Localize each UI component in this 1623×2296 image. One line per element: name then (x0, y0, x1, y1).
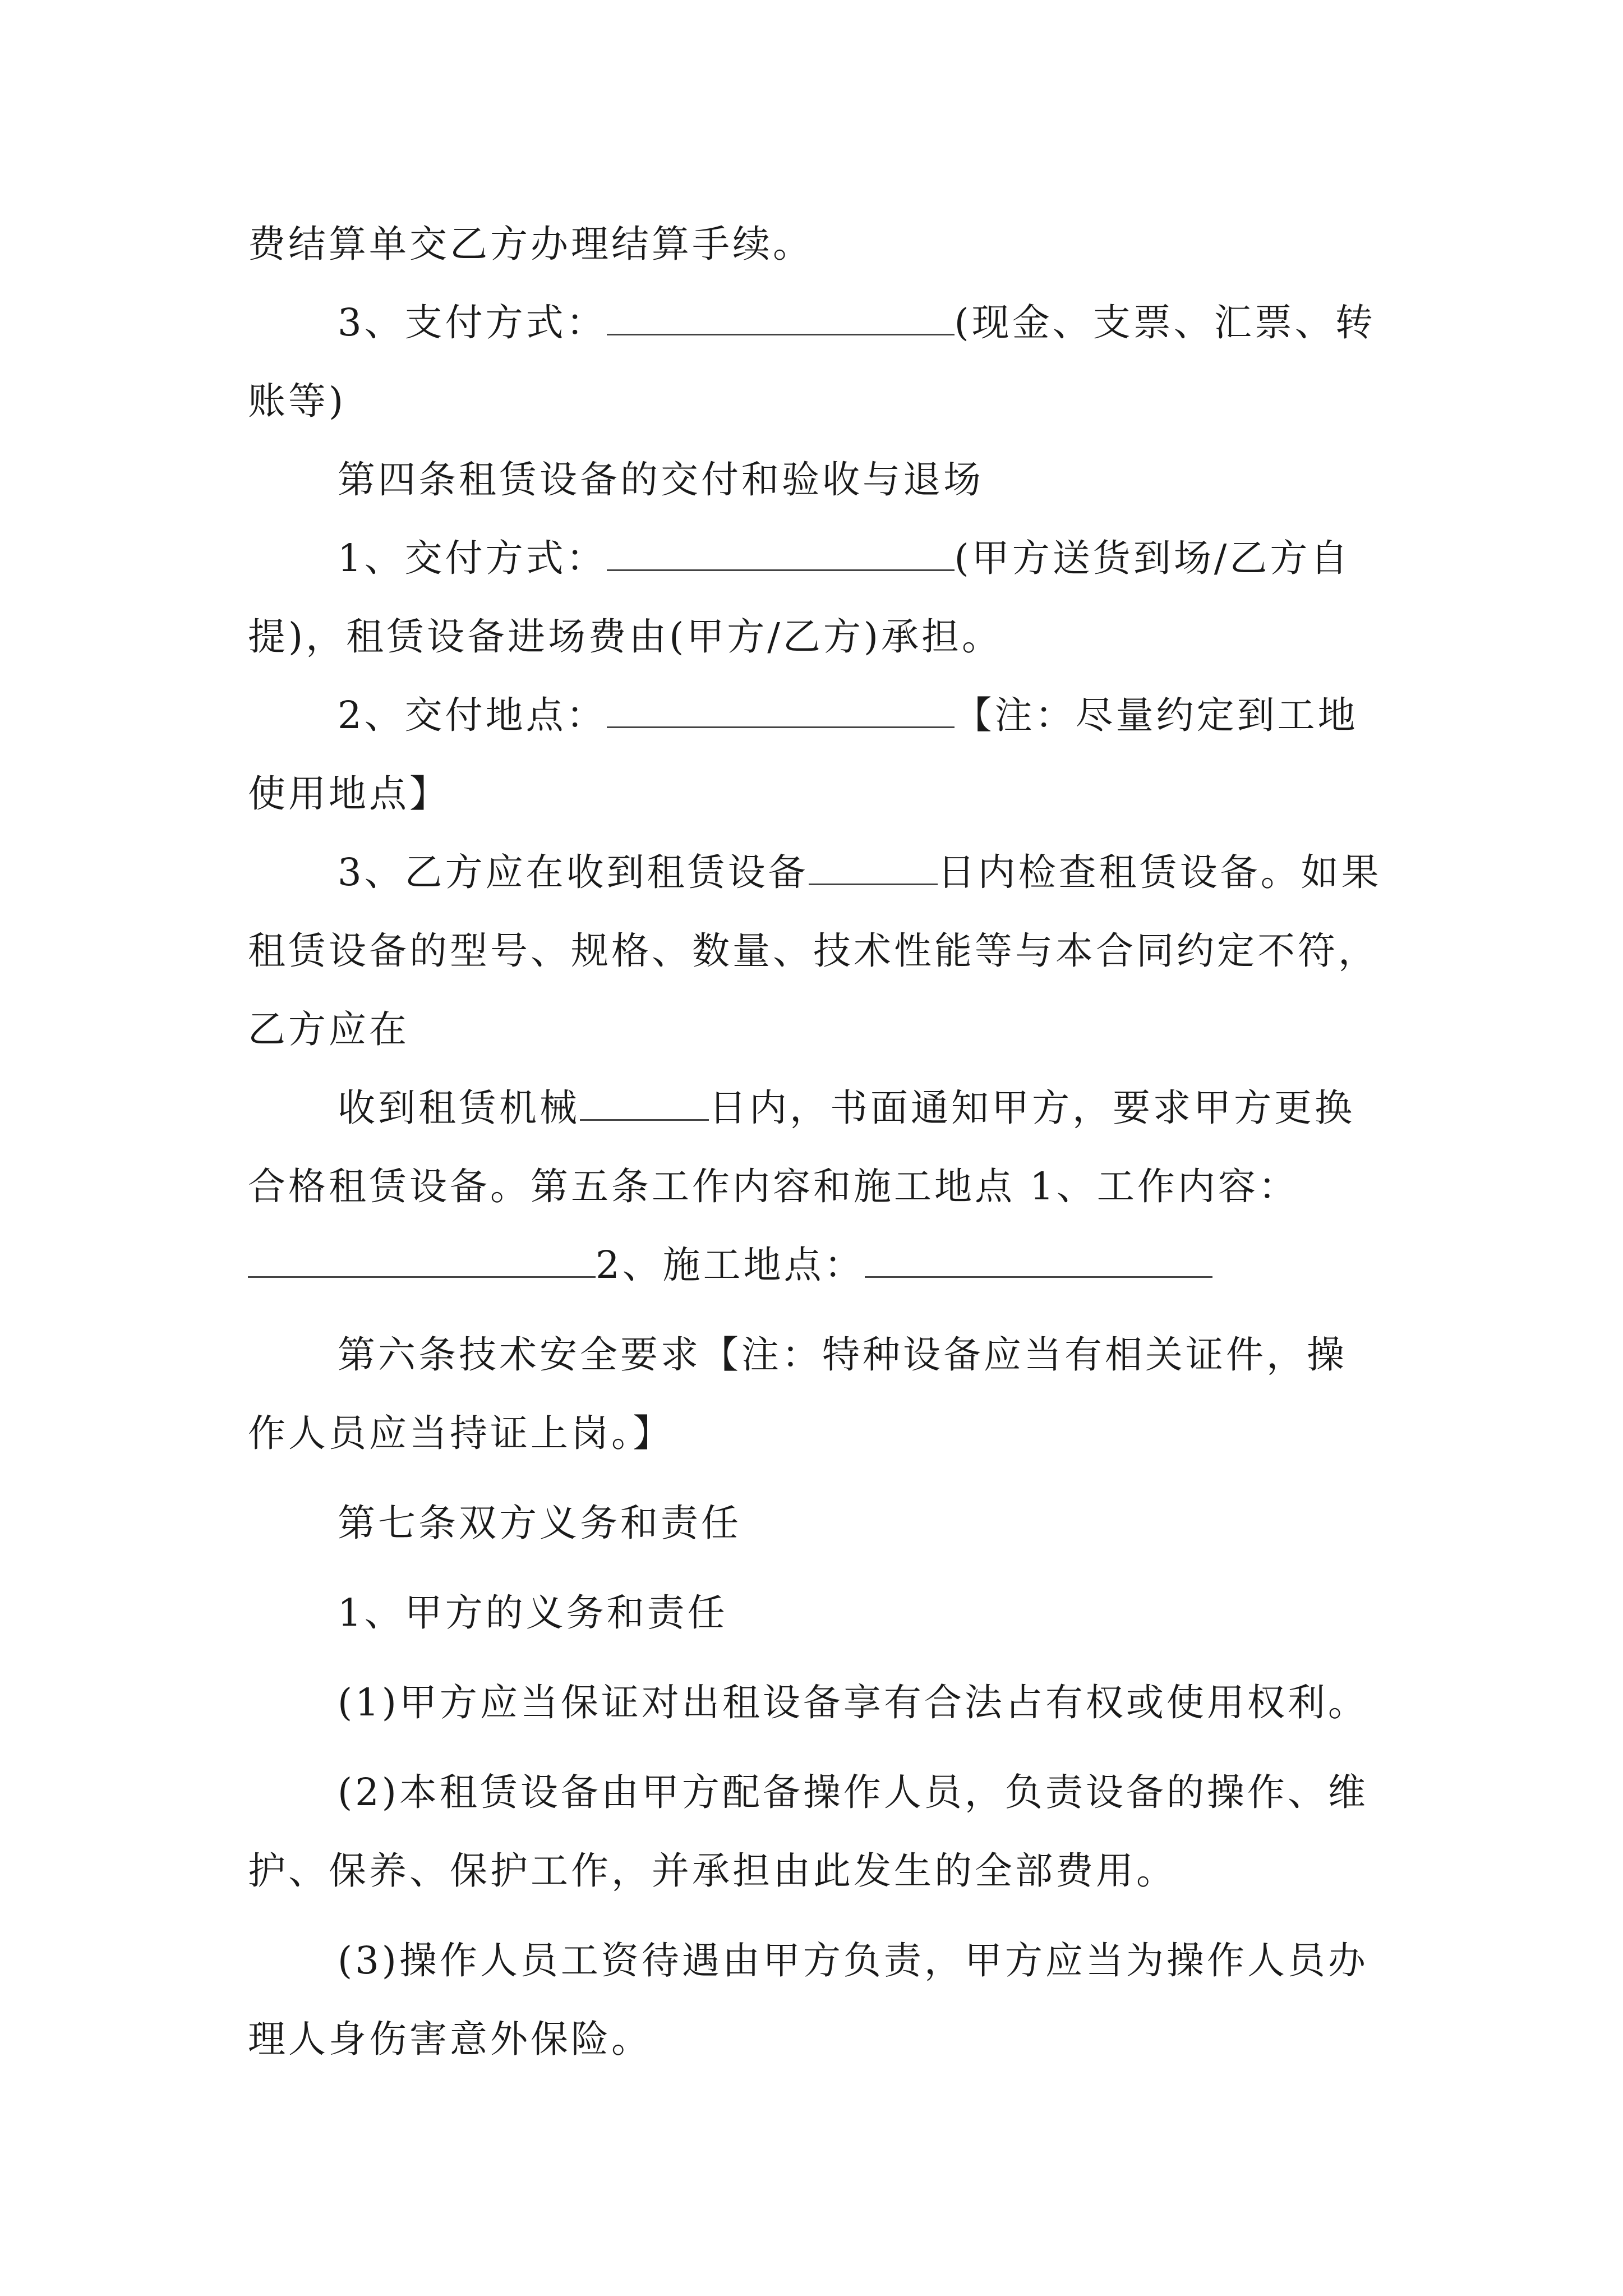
notify-text-a: 收到租赁机械 (338, 1086, 580, 1130)
article-6-paragraph (248, 1315, 1386, 1473)
delivery-location-blank (607, 692, 955, 728)
work-site-blank (865, 1241, 1212, 1278)
duty-1-paragraph (248, 1663, 1386, 1742)
inspection-text-b: 日内检查租赁设备。如果租赁设备的型号、规格、数量、技术性能等与本合同约定不符，乙方应在 (248, 850, 1382, 1051)
duty-1-text: (1)甲方应当保证对出租设备享有合法占有权或使用权利。 (338, 1681, 1368, 1724)
paragraph-settlement (248, 205, 1386, 283)
article-7-title: 第七条双方义务和责任 (338, 1501, 741, 1545)
article-4-heading (248, 440, 1386, 519)
notify-days-blank (580, 1084, 709, 1121)
party-a-heading (248, 1573, 1386, 1652)
paragraph-delivery-method (248, 519, 1386, 676)
article-4-title: 第四条租赁设备的交付和验收与退场 (338, 458, 984, 501)
notify-text-b: 日内，书面通知甲方，要求甲方更换合格租赁设备。第五条工作内容和施工地点 1、工作内容： (248, 1086, 1355, 1208)
document-body (248, 205, 1386, 2078)
delivery-location-label: 2、交付地点： (338, 693, 607, 737)
payment-method-blank (607, 299, 955, 335)
paragraph-inspection (248, 833, 1386, 1069)
work-content-blank (248, 1241, 596, 1278)
work-site-label: 2、施工地点： (596, 1243, 865, 1287)
paragraph-work-site (248, 1226, 1386, 1304)
payment-method-label: 3、支付方式： (338, 301, 607, 344)
delivery-method-label: 1、交付方式： (338, 536, 607, 580)
duty-3-paragraph (248, 1921, 1386, 2078)
delivery-method-text: (甲方送货到场/乙方自提)，租赁设备进场费由(甲方/乙方)承担。 (248, 536, 1351, 659)
duty-3-text: (3)操作人员工资待遇由甲方负责，甲方应当为操作人员办理人身伤害意外保险。 (248, 1939, 1368, 2061)
delivery-method-blank (607, 535, 955, 571)
article-6-text: 第六条技术安全要求【注：特种设备应当有相关证件，操作人员应当持证上岗。】 (248, 1333, 1347, 1455)
article-7-heading (248, 1484, 1386, 1562)
settlement-text: 费结算单交乙方办理结算手续。 (248, 222, 813, 266)
inspection-text-a: 3、乙方应在收到租赁设备 (338, 850, 809, 894)
inspection-days-blank (809, 849, 938, 885)
delivery-location-note: 【注：尽量约定到工地使用地点】 (248, 693, 1358, 816)
payment-method-options: (现金、支票、汇票、转账等) (248, 301, 1376, 423)
duty-2-paragraph (248, 1753, 1386, 1910)
duty-2-text: (2)本租赁设备由甲方配备操作人员，负责设备的操作、维护、保养、保护工作，并承担由此发生的全部费用。 (248, 1770, 1368, 1893)
paragraph-notify (248, 1069, 1386, 1226)
paragraph-delivery-location (248, 676, 1386, 833)
party-a-title: 1、甲方的义务和责任 (338, 1591, 728, 1635)
paragraph-payment-method (248, 283, 1386, 440)
